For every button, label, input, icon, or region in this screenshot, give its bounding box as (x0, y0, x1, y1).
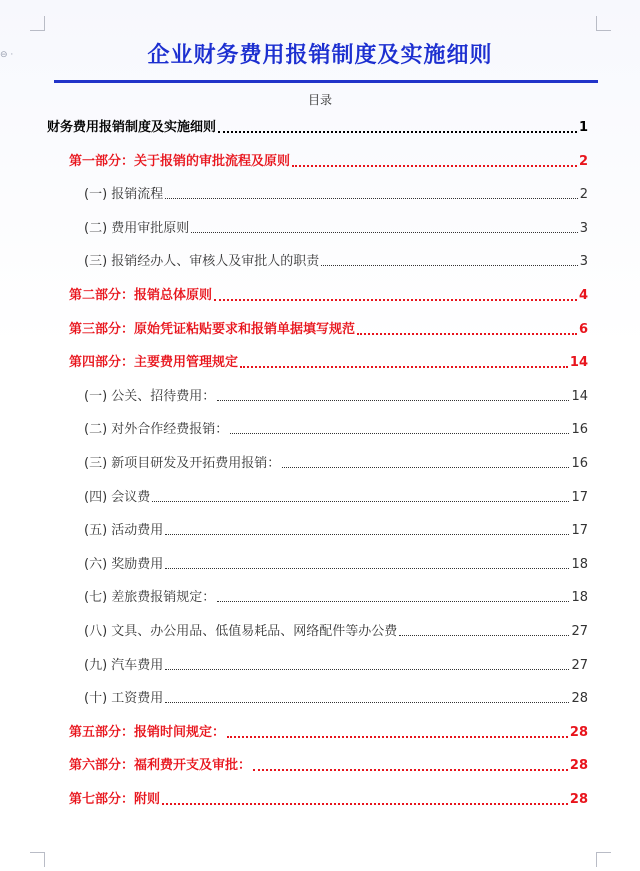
toc-entry-page: 6 (578, 322, 588, 337)
toc-entry-page: 27 (571, 624, 588, 639)
toc-dot-leader (217, 400, 569, 401)
toc-entry-title: 第一部分：关于报销的审批流程及原则 (69, 154, 291, 169)
toc-entry-page: 1 (578, 120, 588, 135)
toc-dot-leader (253, 769, 568, 771)
margin-marker-icon: ⊖ · (0, 50, 14, 60)
toc-dot-leader (152, 501, 569, 502)
toc-entry-page: 27 (571, 658, 588, 673)
toc-entry-title: (七) 差旅费报销规定： (84, 590, 216, 605)
toc-dot-leader (321, 265, 577, 266)
corner-mark-bottom-right (596, 852, 611, 867)
toc-entry-page: 2 (578, 154, 588, 169)
toc-entry-title: (一) 公关、招待费用： (84, 389, 216, 404)
toc-entry-page: 28 (569, 792, 588, 807)
toc-entry-title: 第四部分：主要费用管理规定 (69, 355, 239, 370)
toc-entry-title: (二) 对外合作经费报销： (84, 422, 229, 437)
toc-entry-title: (四) 会议费 (84, 490, 151, 505)
toc-entry-page: 18 (571, 557, 588, 572)
toc-entry[interactable] (69, 151, 588, 173)
toc-heading: 目录 (307, 93, 332, 107)
toc-entry-title: (五) 活动费用 (84, 523, 164, 538)
toc-entry[interactable] (84, 554, 588, 576)
toc-entry[interactable] (69, 285, 588, 307)
toc-entry-title: (二) 费用审批原则 (84, 221, 190, 236)
toc-entry[interactable] (69, 352, 588, 374)
toc-entry-title: 第七部分：附则 (69, 792, 161, 807)
toc-entry-page: 3 (579, 254, 588, 269)
toc-entry-page: 16 (571, 422, 588, 437)
toc-entry-title: (十) 工资费用 (84, 691, 164, 706)
toc-entry[interactable] (47, 117, 588, 139)
toc-entry-title: (三) 新项目研发及开拓费用报销： (84, 456, 281, 471)
toc-dot-leader (230, 433, 569, 434)
toc-entry-page: 16 (571, 456, 588, 471)
toc-dot-leader (240, 366, 568, 368)
toc-entry[interactable] (84, 655, 588, 677)
toc-dot-leader (217, 601, 569, 602)
toc-entry[interactable] (84, 688, 588, 710)
toc-entry-page: 28 (569, 758, 588, 773)
toc-entry[interactable] (69, 755, 588, 777)
toc-dot-leader (165, 702, 569, 703)
toc-dot-leader (218, 131, 577, 133)
corner-mark-bottom-left (30, 852, 45, 867)
toc-entry[interactable] (69, 789, 588, 811)
toc-entry[interactable] (84, 419, 588, 441)
toc-entry-title: (九) 汽车费用 (84, 658, 164, 673)
toc-entry[interactable] (84, 587, 588, 609)
corner-mark-top-left (30, 16, 45, 31)
toc-dot-leader (191, 232, 577, 233)
toc-entry-page: 28 (569, 725, 588, 740)
toc-entry-page: 17 (571, 523, 588, 538)
toc-dot-leader (292, 165, 577, 167)
toc-entry-title: (六) 奖励费用 (84, 557, 164, 572)
toc-entry-title: (一) 报销流程 (84, 187, 164, 202)
toc-entry[interactable] (84, 520, 588, 542)
toc-entry-page: 17 (571, 490, 588, 505)
toc-entry-page: 28 (571, 691, 588, 706)
toc-entry-title: 财务费用报销制度及实施细则 (47, 120, 217, 135)
toc-entry-page: 4 (578, 288, 588, 303)
toc-entry[interactable] (84, 487, 588, 509)
toc-entry-page: 18 (571, 590, 588, 605)
toc-entry[interactable] (84, 621, 588, 643)
toc-dot-leader (214, 299, 577, 301)
toc-entry-page: 14 (571, 389, 588, 404)
toc-entry-page: 2 (579, 187, 588, 202)
corner-mark-top-right (596, 16, 611, 31)
toc-entry-title: 第六部分：福利费开支及审批： (69, 758, 252, 773)
document-title: 企业财务费用报销制度及实施细则 (147, 43, 493, 68)
toc-entry-title: 第五部分：报销时间规定： (69, 725, 226, 740)
toc-entry[interactable] (84, 251, 588, 273)
toc-entry-title: (八) 文具、办公用品、低值易耗品、网络配件等办公费 (84, 624, 398, 639)
toc-dot-leader (162, 803, 568, 805)
toc-entry-page: 14 (569, 355, 588, 370)
toc-entry-page: 3 (579, 221, 588, 236)
toc-entry[interactable] (84, 218, 588, 240)
toc-dot-leader (357, 333, 577, 335)
toc-entry[interactable] (69, 319, 588, 341)
title-underline (54, 80, 598, 83)
toc-entry-title: (三) 报销经办人、审核人及审批人的职责 (84, 254, 320, 269)
toc-dot-leader (165, 669, 569, 670)
toc-dot-leader (399, 635, 569, 636)
toc-dot-leader (165, 198, 577, 199)
toc-entry[interactable] (84, 386, 588, 408)
toc-entry-title: 第二部分：报销总体原则 (69, 288, 213, 303)
toc-dot-leader (165, 534, 569, 535)
toc-entry[interactable] (84, 184, 588, 206)
toc-entry-title: 第三部分：原始凭证粘贴要求和报销单据填写规范 (69, 322, 356, 337)
toc-entry[interactable] (84, 453, 588, 475)
toc-dot-leader (282, 467, 569, 468)
toc-dot-leader (165, 568, 569, 569)
toc-dot-leader (227, 736, 568, 738)
toc-entry[interactable] (69, 722, 588, 744)
